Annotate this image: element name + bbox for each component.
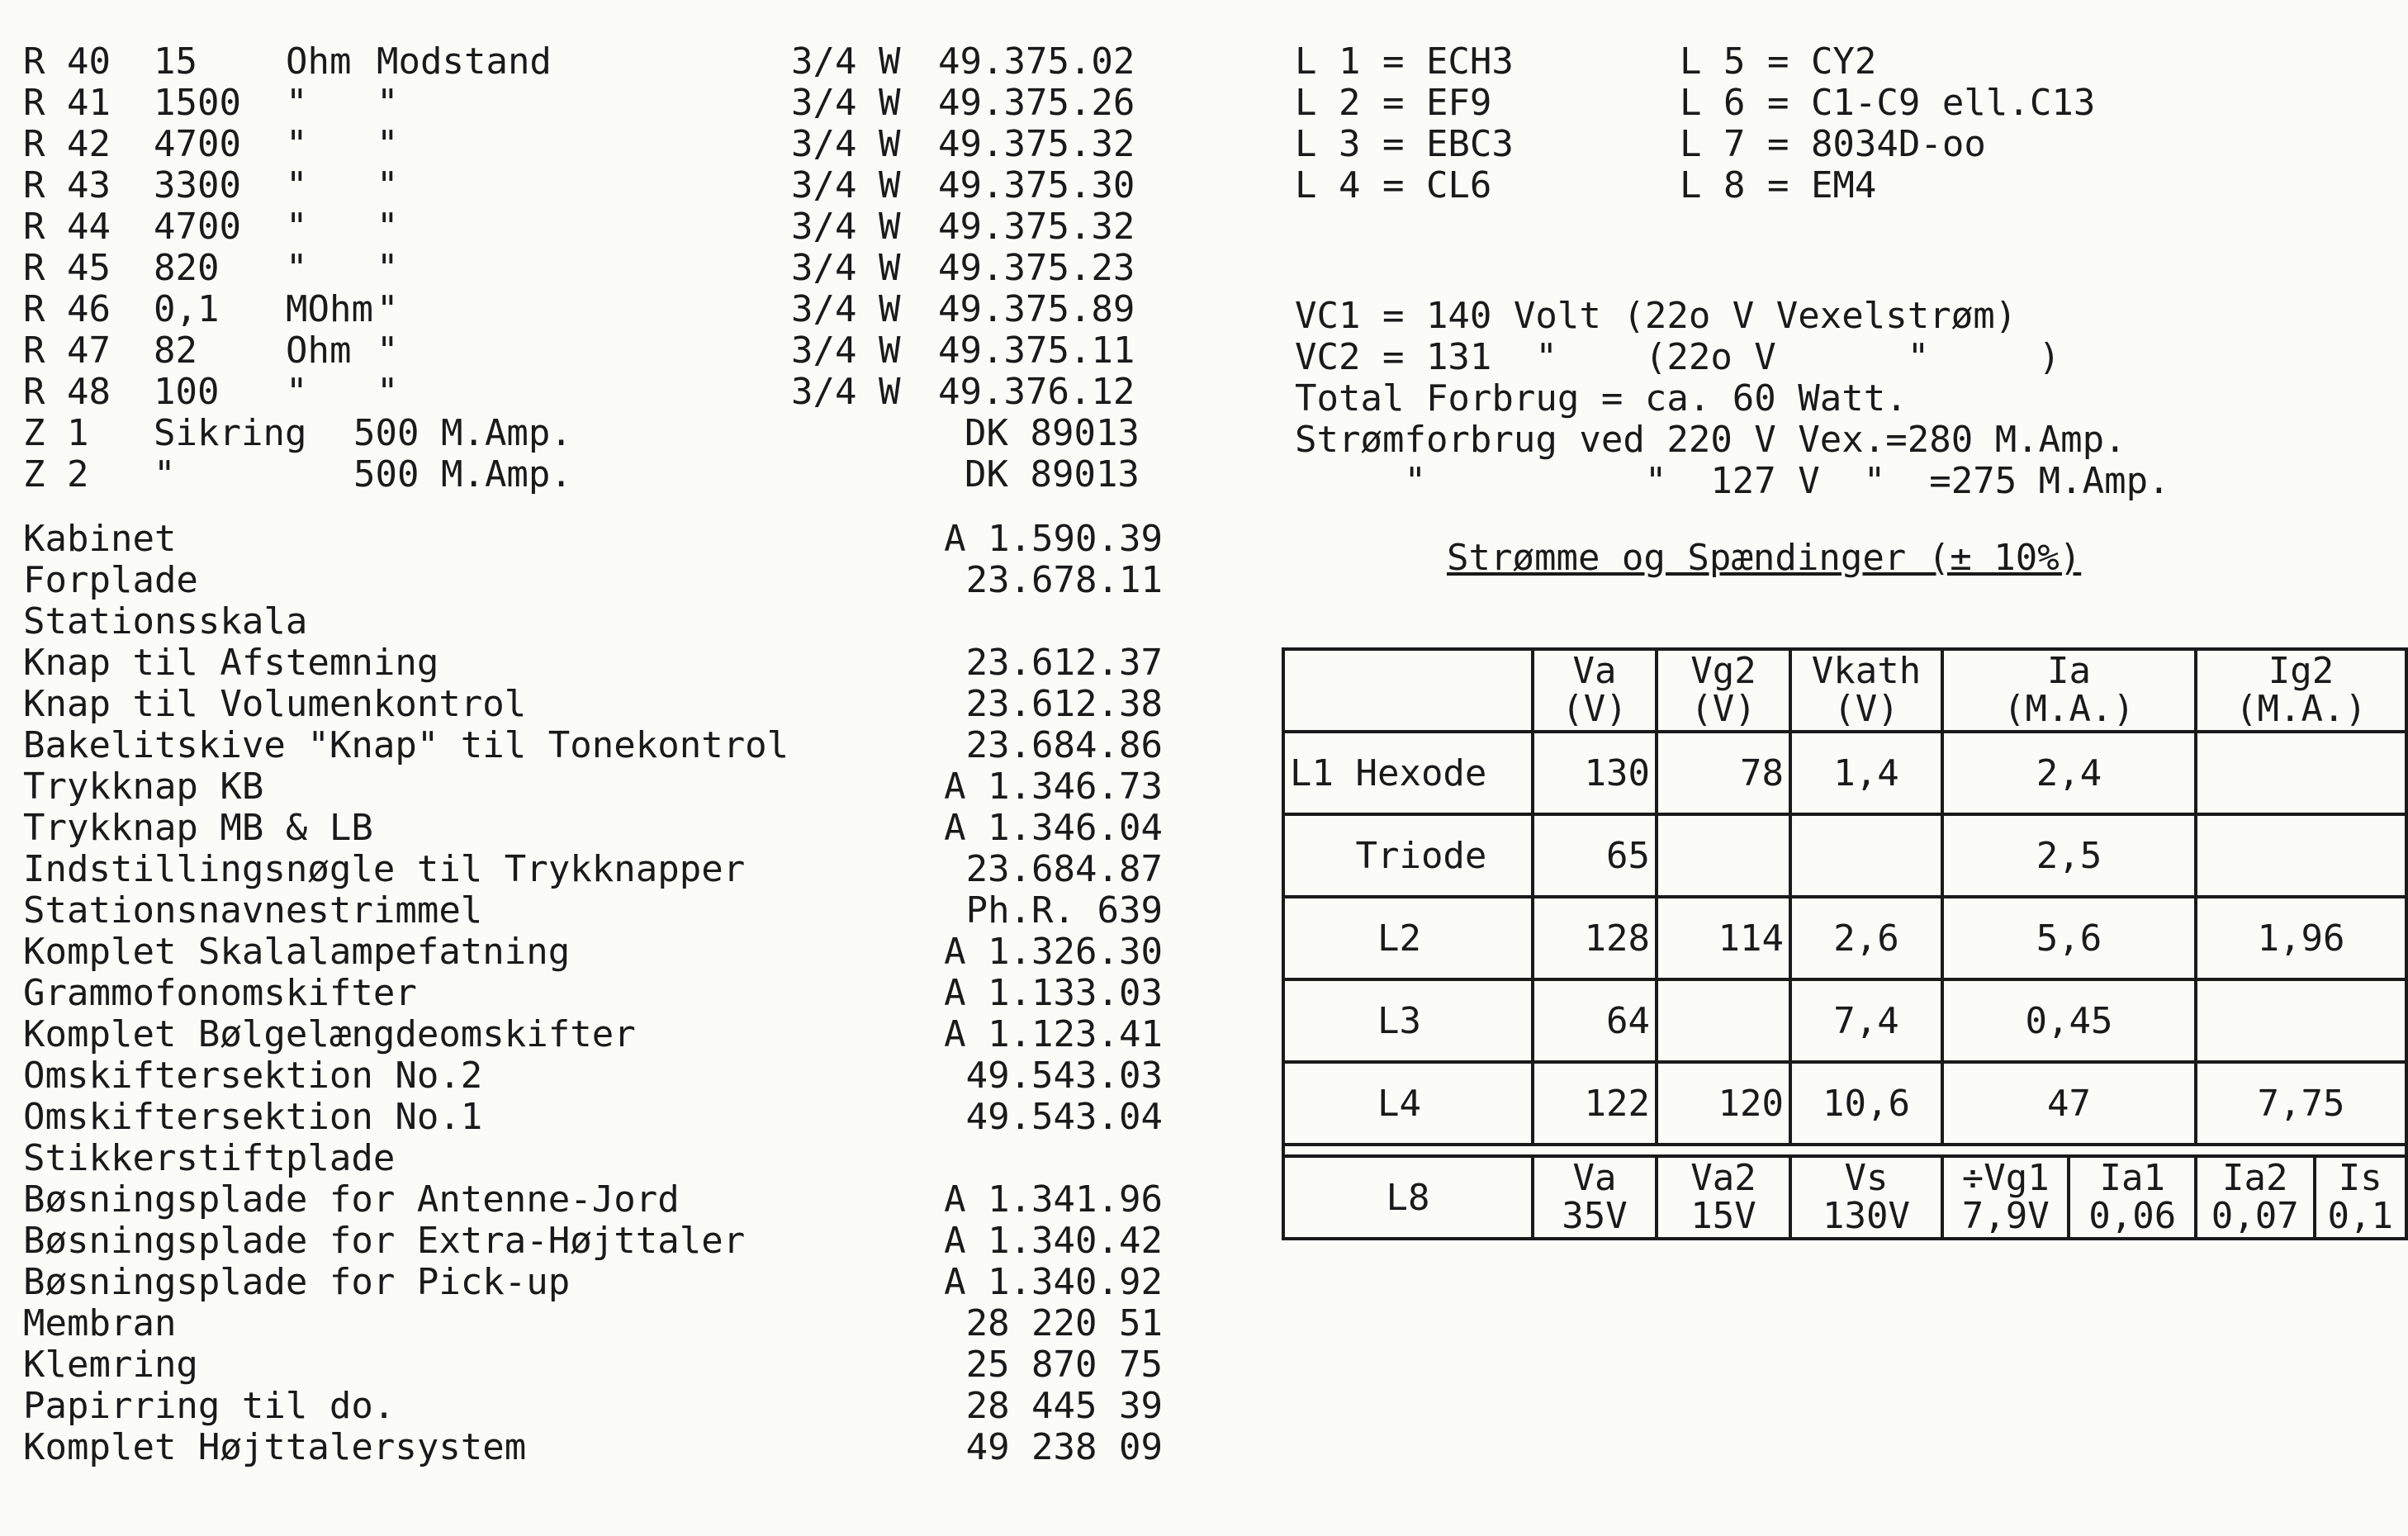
part-number: 49.543.03 <box>965 1055 1163 1097</box>
l8-cell: Ia1 0,06 <box>2069 1156 2195 1239</box>
header-row <box>1283 649 2406 732</box>
column-header: Va (V) <box>1533 649 1657 732</box>
cell-vg2: 78 <box>1657 732 1790 814</box>
resistor-value: 4700 <box>154 123 241 165</box>
part-number: 23.678.11 <box>965 559 1163 601</box>
resistor-row <box>23 124 1179 165</box>
part-row <box>23 1014 1179 1055</box>
part-name: Stikkerstiftplade <box>23 1137 396 1179</box>
resistor-unit: " <box>286 123 308 165</box>
cell-va: 64 <box>1533 979 1657 1062</box>
part-number: A 1.341.96 <box>944 1178 1163 1221</box>
part-name: Trykknap KB <box>23 766 264 808</box>
resistor-unit: Ohm <box>286 329 352 372</box>
resistor-value: 15 <box>154 40 197 83</box>
part-number: A 1.123.41 <box>944 1013 1163 1055</box>
resistor-desc: " <box>377 288 399 330</box>
resistor-rating: 3/4 W <box>791 329 901 372</box>
part-name: Indstillingsnøgle til Trykknapper <box>23 848 746 890</box>
fuse-value: 500 M.Amp. <box>353 412 572 454</box>
part-number: A 1.133.03 <box>944 972 1163 1014</box>
cell-vg2: 114 <box>1657 897 1790 979</box>
resistor-value: 820 <box>154 247 220 289</box>
l8-cell: Ia2 0,07 <box>2196 1156 2315 1239</box>
part-row <box>23 560 1179 601</box>
tube-entry: L 8 = EM4 <box>1680 164 1877 206</box>
part-name: Komplet Bølgelængdeomskifter <box>23 1013 636 1055</box>
resistor-rating: 3/4 W <box>791 206 901 248</box>
cell-vkath: 1,4 <box>1790 732 1942 814</box>
resistor-rating: 3/4 W <box>791 40 901 83</box>
part-name: Komplet Højttalersystem <box>23 1426 527 1468</box>
cell-ia: 0,45 <box>1942 979 2196 1062</box>
separator-row <box>1283 1145 2406 1156</box>
part-number: 25 870 75 <box>965 1344 1163 1386</box>
part-name: Bøsningsplade for Antenne-Jord <box>23 1178 680 1221</box>
table-row <box>1283 732 2406 814</box>
l8-cell: Is 0,1 <box>2315 1156 2406 1239</box>
tube-list <box>1295 41 2393 206</box>
part-name: Stationsskala <box>23 600 308 642</box>
table-row <box>1283 1062 2406 1145</box>
part-number: A 1.340.42 <box>944 1220 1163 1262</box>
cell-vkath: 2,6 <box>1790 897 1942 979</box>
resistor-row <box>23 372 1179 413</box>
part-name: Knap til Volumenkontrol <box>23 683 527 725</box>
part-number: 23.684.86 <box>965 724 1163 766</box>
cell-va: 122 <box>1533 1062 1657 1145</box>
part-number: A 1.340.92 <box>944 1261 1163 1303</box>
part-row <box>23 1262 1179 1303</box>
resistor-part: 49.376.12 <box>938 371 1135 413</box>
part-row <box>23 725 1179 766</box>
part-row <box>23 766 1179 808</box>
resistor-row <box>23 41 1179 83</box>
resistor-part: 49.375.32 <box>938 206 1135 248</box>
resistor-desc: " <box>377 123 399 165</box>
tube-entry: L 2 = EF9 <box>1295 82 1492 124</box>
part-row <box>23 890 1179 932</box>
cell-ig2: 7,75 <box>2196 1062 2406 1145</box>
cell-vg2: 120 <box>1657 1062 1790 1145</box>
cell-ig2 <box>2196 732 2406 814</box>
fuse-desc: " <box>154 453 176 495</box>
part-name: Forplade <box>23 559 198 601</box>
cell-ig2 <box>2196 814 2406 897</box>
cell-ia: 2,5 <box>1942 814 2196 897</box>
resistor-row <box>23 165 1179 206</box>
part-row <box>23 808 1179 849</box>
part-number: A 1.326.30 <box>944 931 1163 973</box>
resistor-ref: R 47 <box>23 329 111 372</box>
tube-entry: L 1 = ECH3 <box>1295 40 1514 83</box>
resistor-ref: R 45 <box>23 247 111 289</box>
l8-row <box>1283 1156 2406 1239</box>
resistor-part: 49.375.89 <box>938 288 1135 330</box>
part-name: Trykknap MB & LB <box>23 807 373 849</box>
column-header: Vg2 (V) <box>1657 649 1790 732</box>
cell-ig2: 1,96 <box>2196 897 2406 979</box>
resistor-unit: " <box>286 247 308 289</box>
part-name: Knap til Afstemning <box>23 642 439 684</box>
resistor-row <box>23 83 1179 124</box>
part-number: 49 238 09 <box>965 1426 1163 1468</box>
cell-vg2 <box>1657 814 1790 897</box>
measurements-title: Strømme og Spændinger (± 10%) <box>1447 537 2082 579</box>
resistor-part: 49.375.11 <box>938 329 1135 372</box>
part-number: Ph.R. 639 <box>965 889 1163 932</box>
part-number: A 1.346.73 <box>944 766 1163 808</box>
parts-list <box>23 41 1179 1468</box>
part-name: Klemring <box>23 1344 198 1386</box>
l8-cell: Vs 130V <box>1790 1156 1942 1239</box>
tube-entry: L 3 = EBC3 <box>1295 123 1514 165</box>
supply-line: Strømforbrug ved 220 V Vex.=280 M.Amp. <box>1295 419 2126 461</box>
column-header: Ia (M.A.) <box>1942 649 2196 732</box>
row-label: L3 <box>1283 979 1533 1062</box>
tube-entry: L 4 = CL6 <box>1295 164 1492 206</box>
resistor-ref: R 41 <box>23 82 111 124</box>
supply-line: VC1 = 140 Volt (22o V Vexelstrøm) <box>1295 295 2017 337</box>
part-row <box>23 601 1179 642</box>
resistor-desc: " <box>377 329 399 372</box>
row-label: L1 Hexode <box>1283 732 1533 814</box>
cell-va: 130 <box>1533 732 1657 814</box>
resistor-row <box>23 206 1179 248</box>
resistor-row <box>23 330 1179 372</box>
cell-va: 128 <box>1533 897 1657 979</box>
part-row <box>23 1386 1179 1427</box>
part-number: 23.612.38 <box>965 683 1163 725</box>
resistor-part: 49.375.02 <box>938 40 1135 83</box>
row-label: L4 <box>1283 1062 1533 1145</box>
part-name: Membran <box>23 1302 177 1344</box>
resistor-desc: " <box>377 164 399 206</box>
resistor-part: 49.375.32 <box>938 123 1135 165</box>
resistor-desc: " <box>377 247 399 289</box>
l8-cell: Va 35V <box>1533 1156 1657 1239</box>
fuse-value: 500 M.Amp. <box>353 453 572 495</box>
resistor-value: 100 <box>154 371 220 413</box>
table-row <box>1283 814 2406 897</box>
resistor-part: 49.375.26 <box>938 82 1135 124</box>
tube-entry: L 6 = C1-C9 ell.C13 <box>1680 82 2096 124</box>
cell-ia: 5,6 <box>1942 897 2196 979</box>
part-name: Papirring til do. <box>23 1385 396 1427</box>
part-row <box>23 1097 1179 1138</box>
cell-vg2 <box>1657 979 1790 1062</box>
separator-cell <box>1283 1145 2406 1156</box>
fuse-row <box>23 413 1179 454</box>
resistor-row <box>23 248 1179 289</box>
part-name: Bøsningsplade for Pick-up <box>23 1261 571 1303</box>
part-row <box>23 642 1179 684</box>
resistor-value: 1500 <box>154 82 241 124</box>
resistor-ref: R 40 <box>23 40 111 83</box>
cell-ia: 2,4 <box>1942 732 2196 814</box>
resistor-desc: " <box>377 371 399 413</box>
part-number: A 1.346.04 <box>944 807 1163 849</box>
resistor-ref: R 48 <box>23 371 111 413</box>
part-row <box>23 932 1179 973</box>
resistor-rating: 3/4 W <box>791 164 901 206</box>
resistor-ref: R 44 <box>23 206 111 248</box>
resistor-part: 49.375.30 <box>938 164 1135 206</box>
part-number: A 1.590.39 <box>944 518 1163 560</box>
part-row <box>23 1344 1179 1386</box>
part-row <box>23 684 1179 725</box>
row-label: Triode <box>1283 814 1533 897</box>
resistor-ref: R 43 <box>23 164 111 206</box>
tube-entry: L 7 = 8034D-oo <box>1680 123 1986 165</box>
fuse-part: DK 89013 <box>965 453 1140 495</box>
resistor-unit: " <box>286 206 308 248</box>
fuse-ref: Z 1 <box>23 412 89 454</box>
tube-entry: L 5 = CY2 <box>1680 40 1877 83</box>
column-header <box>1283 649 1533 732</box>
resistor-row <box>23 289 1179 330</box>
fuse-part: DK 89013 <box>965 412 1140 454</box>
fuse-ref: Z 2 <box>23 453 89 495</box>
resistor-desc: " <box>377 206 399 248</box>
resistor-value: 4700 <box>154 206 241 248</box>
part-name: Komplet Skalalampefatning <box>23 931 571 973</box>
resistor-ref: R 42 <box>23 123 111 165</box>
part-number: 23.612.37 <box>965 642 1163 684</box>
spacer <box>23 495 1179 519</box>
resistor-rating: 3/4 W <box>791 123 901 165</box>
resistor-value: 3300 <box>154 164 241 206</box>
resistor-desc: " <box>377 82 399 124</box>
resistor-rating: 3/4 W <box>791 247 901 289</box>
part-row <box>23 849 1179 890</box>
resistor-unit: " <box>286 164 308 206</box>
cell-vkath: 10,6 <box>1790 1062 1942 1145</box>
resistor-unit: MOhm <box>286 288 373 330</box>
part-row <box>23 1138 1179 1179</box>
part-row <box>23 1221 1179 1262</box>
part-number: 23.684.87 <box>965 848 1163 890</box>
supply-line: VC2 = 131 " (22o V " ) <box>1295 336 2061 378</box>
l8-cell: Va2 15V <box>1657 1156 1790 1239</box>
cell-vkath <box>1790 814 1942 897</box>
part-name: Kabinet <box>23 518 177 560</box>
part-row <box>23 519 1179 560</box>
fuse-row <box>23 454 1179 495</box>
part-name: Grammofonomskifter <box>23 972 417 1014</box>
part-row <box>23 1427 1179 1468</box>
l8-cell: ÷Vg1 7,9V <box>1942 1156 2069 1239</box>
cell-vkath: 7,4 <box>1790 979 1942 1062</box>
part-name: Omskiftersektion No.1 <box>23 1096 483 1138</box>
supply-line: " " 127 V " =275 M.Amp. <box>1295 460 2170 502</box>
resistor-value: 82 <box>154 329 197 372</box>
row-label: L8 <box>1283 1156 1533 1239</box>
cell-ig2 <box>2196 979 2406 1062</box>
part-name: Bakelitskive "Knap" til Tonekontrol <box>23 724 789 766</box>
resistor-desc: Modstand <box>377 40 552 83</box>
resistor-rating: 3/4 W <box>791 82 901 124</box>
part-name: Stationsnavnestrimmel <box>23 889 483 932</box>
fuse-desc: Sikring <box>154 412 307 454</box>
cell-ia: 47 <box>1942 1062 2196 1145</box>
resistor-unit: Ohm <box>286 40 352 83</box>
resistor-unit: " <box>286 371 308 413</box>
resistor-unit: " <box>286 82 308 124</box>
table-row <box>1283 979 2406 1062</box>
part-number: 49.543.04 <box>965 1096 1163 1138</box>
resistor-ref: R 46 <box>23 288 111 330</box>
part-row <box>23 1179 1179 1221</box>
part-row <box>23 1055 1179 1097</box>
cell-va: 65 <box>1533 814 1657 897</box>
part-row <box>23 1303 1179 1344</box>
row-label: L2 <box>1283 897 1533 979</box>
part-name: Bøsningsplade for Extra-Højttaler <box>23 1220 746 1262</box>
resistor-value: 0,1 <box>154 288 220 330</box>
part-row <box>23 973 1179 1014</box>
column-header: Vkath (V) <box>1790 649 1942 732</box>
resistor-rating: 3/4 W <box>791 288 901 330</box>
resistor-rating: 3/4 W <box>791 371 901 413</box>
resistor-part: 49.375.23 <box>938 247 1135 289</box>
supply-line: Total Forbrug = ca. 60 Watt. <box>1295 377 1908 420</box>
part-number: 28 220 51 <box>965 1302 1163 1344</box>
part-name: Omskiftersektion No.2 <box>23 1055 483 1097</box>
table-row <box>1283 897 2406 979</box>
column-header: Ig2 (M.A.) <box>2196 649 2406 732</box>
measurements-table <box>1282 647 2408 1240</box>
part-number: 28 445 39 <box>965 1385 1163 1427</box>
